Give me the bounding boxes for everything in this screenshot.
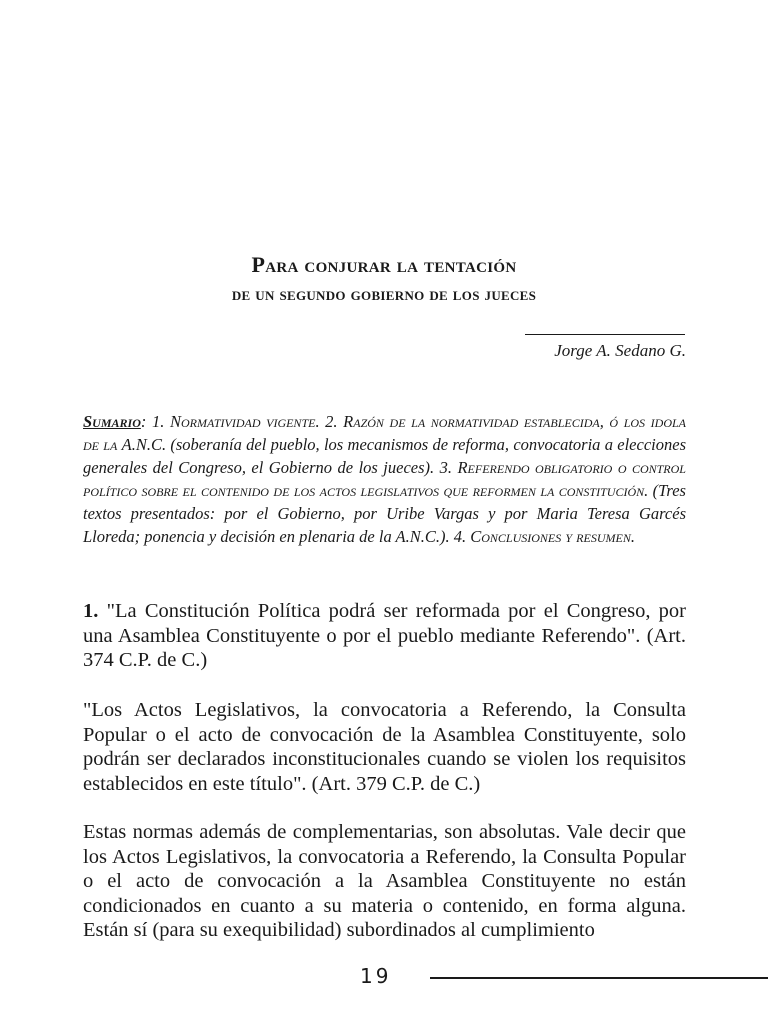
paragraph-1-text: "La Constitución Política podrá ser reformada por el Congreso, por una Asamblea Constituyente o por el pueblo mediante Referendo". (Art. 374 C.P. de C.) [83, 600, 686, 671]
article-title-line-1: Para conjurar la tentación [251, 252, 517, 277]
paragraph-1 [83, 599, 686, 673]
summary-part-1: 1. Normatividad vigente. 2. Razón de la normatividad establecida, ó los idola de la [83, 412, 686, 454]
summary-part-2: A.N.C. (soberanía del pueblo, los mecanismos de reforma, convocatoria a elecciones generales del Congreso, el Gobierno de los jueces). 3. [83, 435, 686, 477]
summary-label: Sumario [83, 412, 141, 431]
summary-label-colon: : [140, 412, 147, 431]
summary-part-4: (Tres textos presentados: por el Gobierno, por Uribe Vargas y por Maria Teresa Garcés Lloreda; ponencia y decisión en plenaria de la A.N.C.). 4. [83, 481, 686, 546]
footer-divider [430, 977, 768, 979]
summary-block [83, 410, 686, 548]
page-number: 19 [360, 964, 392, 988]
author-divider [525, 334, 685, 335]
paragraph-3: Estas normas además de complementarias, son absolutas. Vale decir que los Actos Legislativos, la convocatoria a Referendo, la Consulta Popular o el acto de convocación a la Asamblea Constituyente no están condicionados en cuanto a su materia o contenido, en forma alguna. Están sí (para su exequibilidad) subordinados al cumplimiento [83, 821, 686, 941]
paragraph-2: "Los Actos Legislativos, la convocatoria a Referendo, la Consulta Popular o el acto de convocación de la Asamblea Constituyente, solo podrán ser declarados inconstitucionales cuando se violen los requisitos establecidos en este título". (Art. 379 C.P. de C.) [83, 699, 686, 795]
summary-part-5: Conclusiones y resumen. [470, 527, 635, 546]
paragraph-1-number: 1. [83, 600, 99, 622]
summary-part-3: Referendo obligatorio o control político sobre el contenido de los actos legislativos que reformen la constitución. [83, 458, 686, 500]
author-name: Jorge A. Sedano G. [554, 341, 686, 360]
article-title-line-2: de un segundo gobierno de los jueces [231, 284, 537, 304]
